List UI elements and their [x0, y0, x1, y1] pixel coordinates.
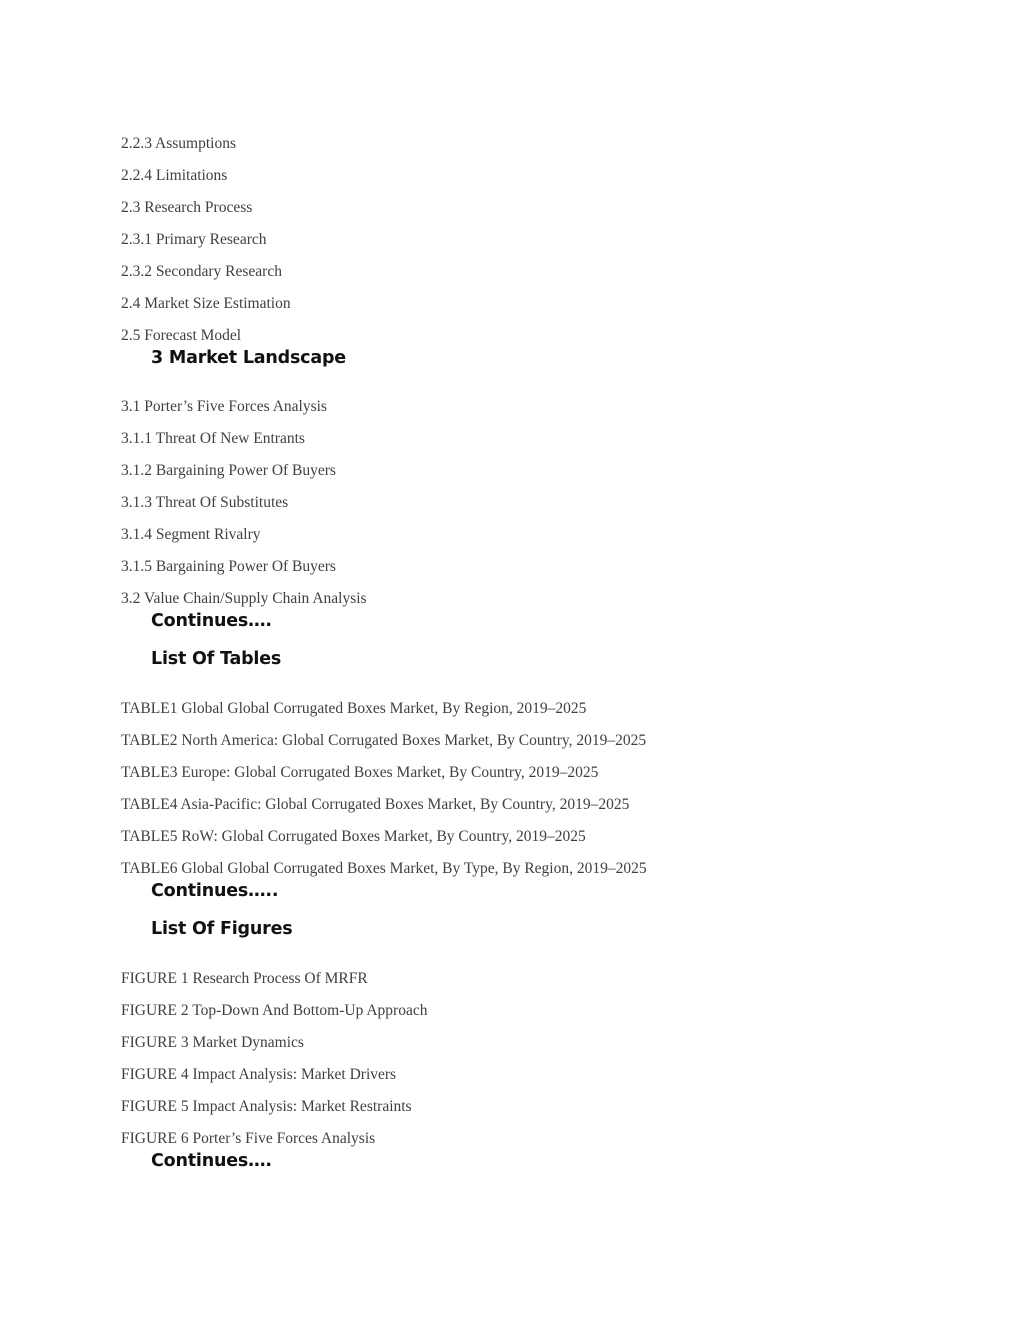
toc-entry: 3.1 Porter’s Five Forces Analysis — [121, 398, 327, 415]
toc-entry: 3.1.2 Bargaining Power Of Buyers — [121, 462, 336, 479]
toc-entry: 2.3.1 Primary Research — [121, 231, 267, 248]
figure-entry: FIGURE 3 Market Dynamics — [121, 1034, 304, 1051]
figure-entry: FIGURE 5 Impact Analysis: Market Restraints — [121, 1098, 412, 1115]
figure-entry: FIGURE 2 Top-Down And Bottom-Up Approach — [121, 1002, 428, 1019]
figure-entry: FIGURE 4 Impact Analysis: Market Drivers — [121, 1066, 397, 1083]
toc-entry: 3.1.5 Bargaining Power Of Buyers — [121, 558, 336, 575]
toc-entry: 2.2.4 Limitations — [121, 167, 228, 184]
toc-entry: 3.1.1 Threat Of New Entrants — [121, 430, 305, 447]
toc-entry: 3.1.4 Segment Rivalry — [121, 526, 261, 543]
figure-entry: FIGURE 6 Porter’s Five Forces Analysis — [121, 1130, 376, 1147]
toc-entry: 2.3.2 Secondary Research — [121, 263, 282, 280]
continues-label: Continues….. — [151, 881, 279, 901]
continues-label: Continues…. — [151, 1151, 272, 1171]
continues-label: Continues…. — [151, 611, 272, 631]
figure-entry: FIGURE 1 Research Process Of MRFR — [121, 970, 368, 987]
toc-entry: 3.1.3 Threat Of Substitutes — [121, 494, 289, 511]
table-entry: TABLE5 RoW: Global Corrugated Boxes Market, By Country, 2019–2025 — [121, 828, 586, 845]
section-heading: 3 Market Landscape — [151, 348, 346, 368]
toc-entry: 2.2.3 Assumptions — [121, 135, 236, 152]
toc-entry: 2.5 Forecast Model — [121, 327, 242, 344]
section-heading: List Of Tables — [151, 649, 282, 669]
section-heading: List Of Figures — [151, 919, 293, 939]
table-entry: TABLE4 Asia-Pacific: Global Corrugated Boxes Market, By Country, 2019–2025 — [121, 796, 630, 813]
table-entry: TABLE6 Global Global Corrugated Boxes Market, By Type, By Region, 2019–2025 — [121, 860, 647, 877]
toc-entry: 2.4 Market Size Estimation — [121, 295, 291, 312]
toc-entry: 3.2 Value Chain/Supply Chain Analysis — [121, 590, 367, 607]
table-entry: TABLE2 North America: Global Corrugated Boxes Market, By Country, 2019–2025 — [121, 732, 647, 749]
toc-entry: 2.3 Research Process — [121, 199, 253, 216]
table-entry: TABLE3 Europe: Global Corrugated Boxes Market, By Country, 2019–2025 — [121, 764, 599, 781]
table-entry: TABLE1 Global Global Corrugated Boxes Market, By Region, 2019–2025 — [121, 700, 587, 717]
